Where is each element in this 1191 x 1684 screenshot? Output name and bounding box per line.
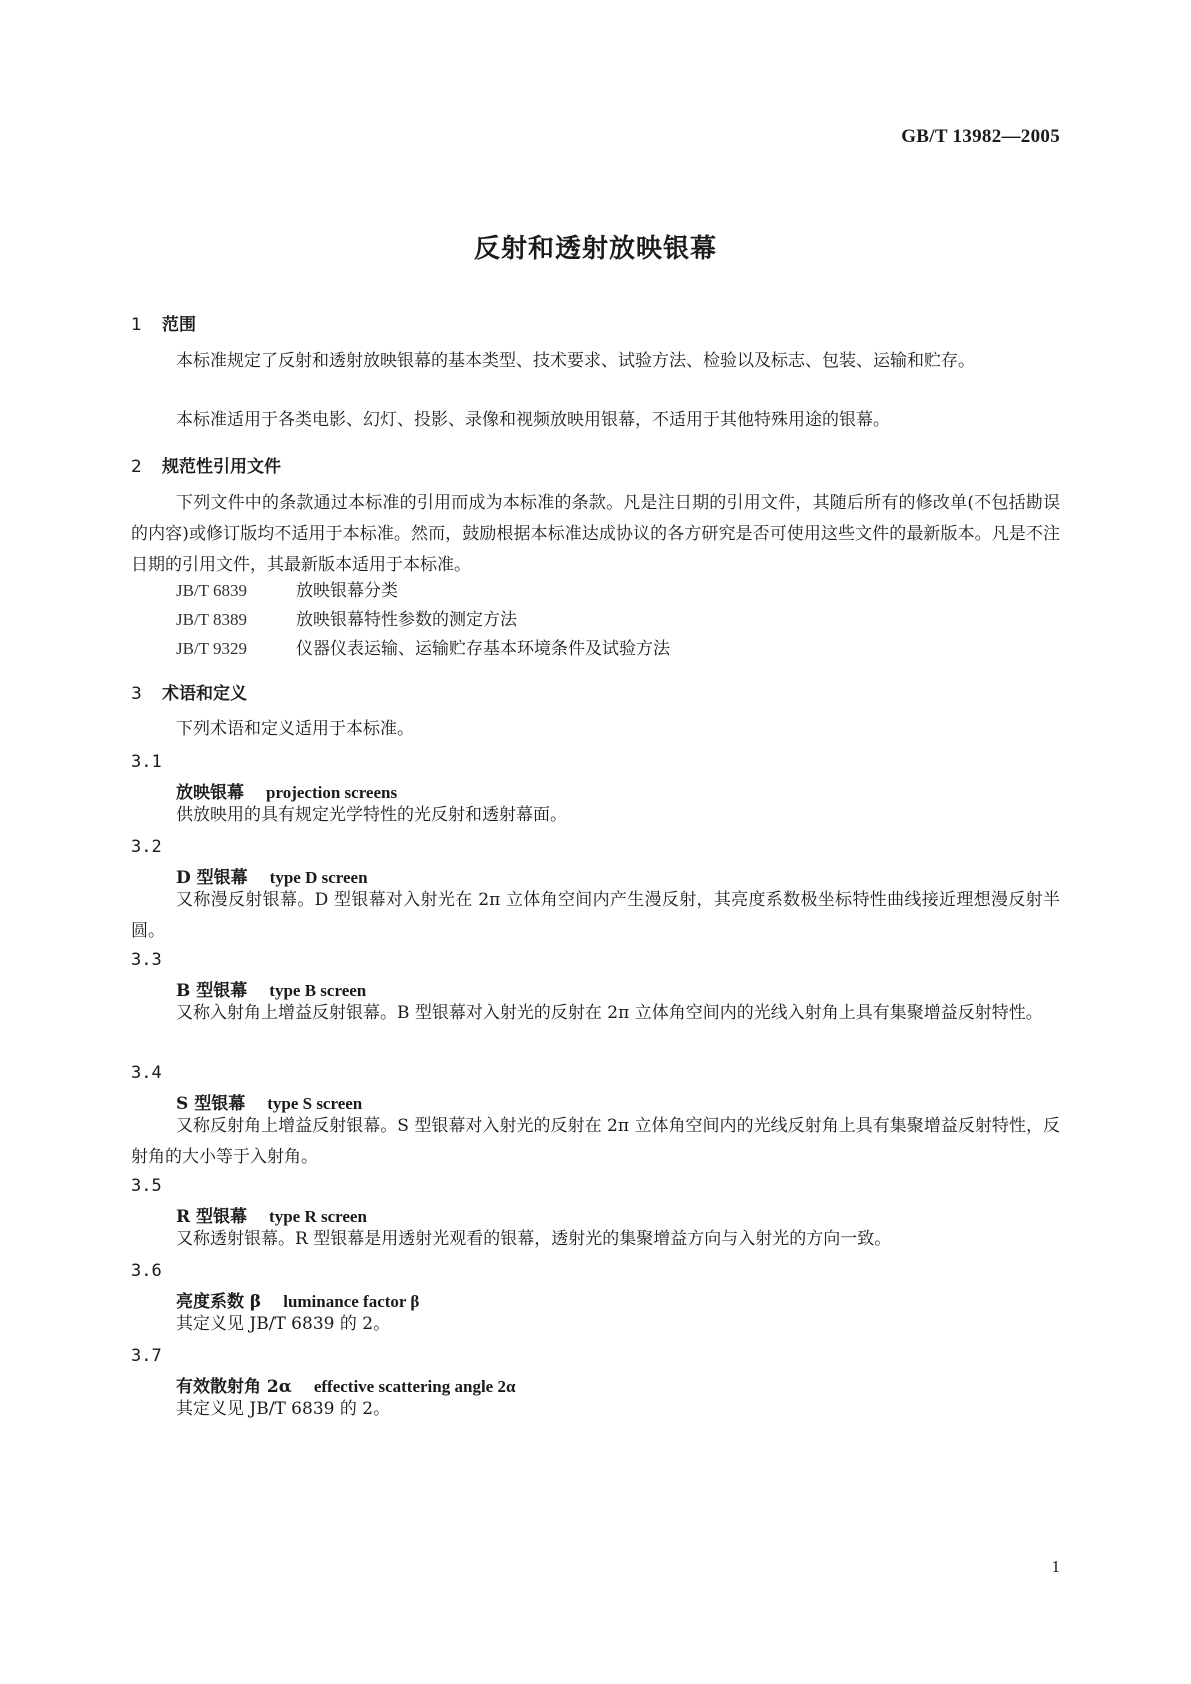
section-number: 3 xyxy=(131,684,142,704)
term-definition: 供放映用的具有规定光学特性的光反射和透射幕面。 xyxy=(176,805,567,825)
section-number: 1 xyxy=(131,315,142,335)
section-number: 2 xyxy=(131,457,142,477)
section-title: 范围 xyxy=(162,315,196,335)
term-zh: D 型银幕 xyxy=(176,868,248,888)
document-title: 反射和透射放映银幕 xyxy=(473,234,717,264)
reference-code: JB/T 6839 xyxy=(176,581,248,600)
term-zh: R 型银幕 xyxy=(176,1207,248,1227)
clause-number: 3.7 xyxy=(131,1346,162,1366)
term-en: type B screen xyxy=(269,981,367,1000)
reference-item xyxy=(176,575,398,607)
term-en: projection screens xyxy=(266,783,398,802)
term-en: luminance factor β xyxy=(283,1292,420,1311)
term-zh: B 型银幕 xyxy=(176,981,248,1001)
term-en: effective scattering angle 2α xyxy=(313,1377,516,1396)
term-definition: 其定义见 JB/T 6839 的 2。 xyxy=(176,1314,391,1334)
section-1-heading xyxy=(131,310,196,335)
term-en: type S screen xyxy=(267,1094,363,1113)
scope-paragraph-1: 本标准规定了反射和透射放映银幕的基本类型、技术要求、试验方法、检验以及标志、包装、运输和贮存。 xyxy=(176,351,975,371)
clause-number: 3.1 xyxy=(131,752,162,772)
section-title: 规范性引用文件 xyxy=(162,457,281,477)
term-definition: 又称透射银幕。R 型银幕是用透射光观看的银幕，透射光的集聚增益方向与入射光的方向一致。 xyxy=(176,1229,892,1249)
section-2-heading xyxy=(131,452,281,477)
term-zh: 放映银幕 xyxy=(176,783,244,803)
reference-title: 放映银幕分类 xyxy=(296,581,398,601)
reference-item xyxy=(176,604,517,636)
term-definition: 又称漫反射银幕。D 型银幕对入射光在 2π 立体角空间内产生漫反射，其亮度系数极坐标特性曲线接近理想漫反射半圆。 xyxy=(131,890,1060,941)
reference-code: JB/T 8389 xyxy=(176,610,248,629)
clause-number: 3.3 xyxy=(131,950,162,970)
references-paragraph: 下列文件中的条款通过本标准的引用而成为本标准的条款。凡是注日期的引用文件，其随后所有的修改单(不包括勘误的内容)或修订版均不适用于本标准。然而，鼓励根据本标准达成协议的各方研究是否可使用这些文件的最新版本。凡是不注日期的引用文件，其最新版本适用于本标准。 xyxy=(131,493,1060,575)
standard-code: GB/T 13982—2005 xyxy=(901,126,1060,147)
section-title: 术语和定义 xyxy=(162,684,247,704)
scope-paragraph-2: 本标准适用于各类电影、幻灯、投影、录像和视频放映用银幕，不适用于其他特殊用途的银幕。 xyxy=(176,410,890,430)
clause-number: 3.6 xyxy=(131,1261,162,1281)
term-definition: 又称入射角上增益反射银幕。B 型银幕对入射光的反射在 2π 立体角空间内的光线入射角上具有集聚增益反射特性。 xyxy=(176,1003,1043,1023)
reference-title: 放映银幕特性参数的测定方法 xyxy=(296,610,517,630)
term-definition: 又称反射角上增益反射银幕。S 型银幕对入射光的反射在 2π 立体角空间内的光线反射角上具有集聚增益反射特性，反射角的大小等于入射角。 xyxy=(131,1116,1060,1167)
term-zh: 亮度系数 β xyxy=(176,1292,262,1312)
reference-title: 仪器仪表运输、运输贮存基本环境条件及试验方法 xyxy=(296,639,670,659)
term-definition: 其定义见 JB/T 6839 的 2。 xyxy=(176,1399,391,1419)
page-number: 1 xyxy=(1051,1557,1060,1576)
term-en: type D screen xyxy=(269,868,368,887)
term-zh: S 型银幕 xyxy=(176,1094,246,1114)
section-3-heading xyxy=(131,679,247,704)
clause-number: 3.4 xyxy=(131,1063,162,1083)
terms-intro: 下列术语和定义适用于本标准。 xyxy=(176,719,414,739)
clause-number: 3.2 xyxy=(131,837,162,857)
term-zh: 有效散射角 2α xyxy=(176,1377,292,1397)
clause-number: 3.5 xyxy=(131,1176,162,1196)
reference-code: JB/T 9329 xyxy=(176,639,248,658)
term-en: type R screen xyxy=(269,1207,367,1226)
reference-item xyxy=(176,633,670,665)
